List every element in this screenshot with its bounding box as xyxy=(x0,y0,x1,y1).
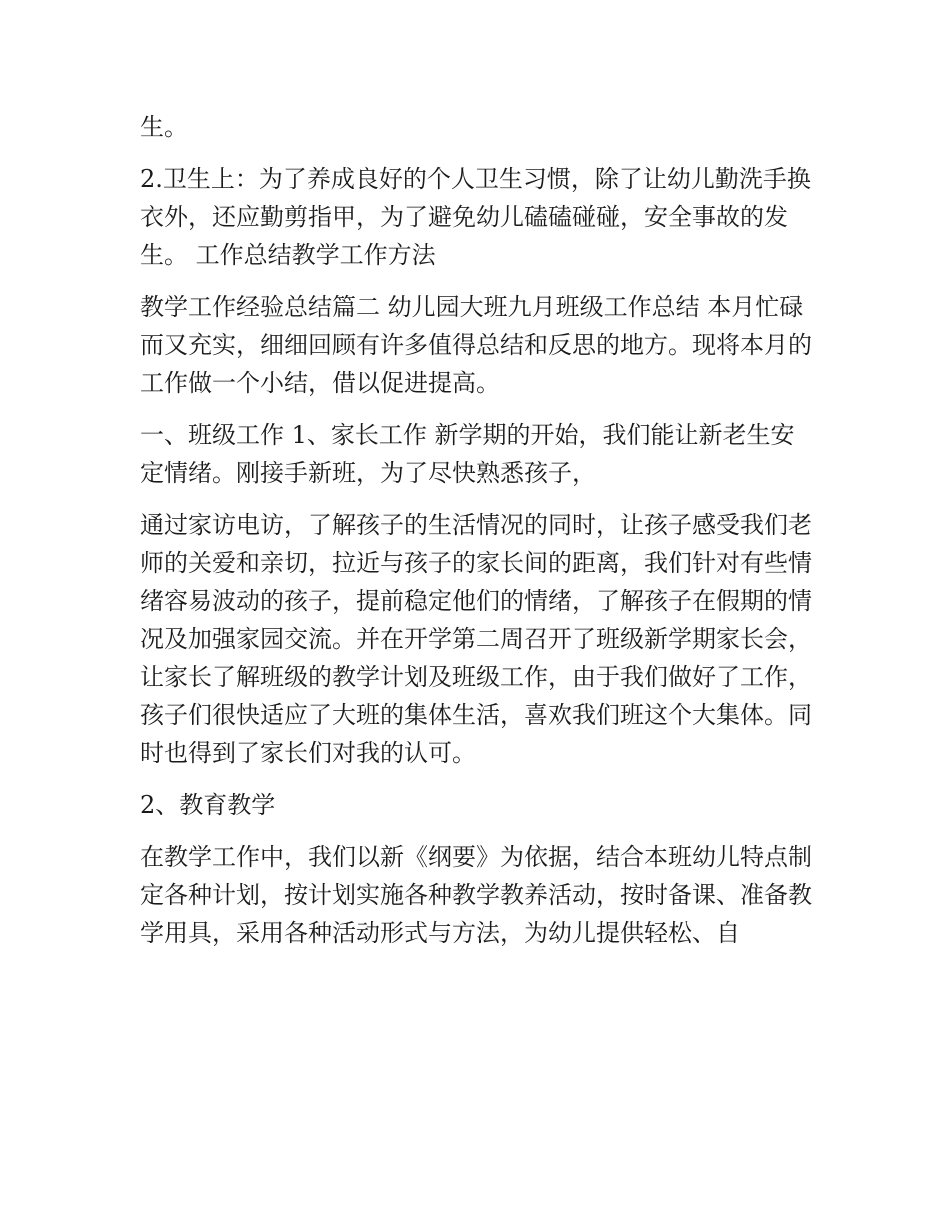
paragraph-4: 一、班级工作 1、家长工作 新学期的开始，我们能让新老生安定情绪。刚接手新班，为了尽快熟悉孩子， xyxy=(140,421,795,487)
paragraph-6: 2、教育教学 xyxy=(140,791,276,819)
paragraph-2: 2.卫生上：为了养成良好的个人卫生习惯，除了让幼儿勤洗手换衣外，还应勤剪指甲，为了避免幼儿磕磕碰碰，安全事故的发生。 工作总结教学工作方法 xyxy=(140,165,811,269)
paragraph-1: 生。 xyxy=(140,113,188,141)
paragraph-3: 教学工作经验总结篇二 幼儿园大班九月班级工作总结 本月忙碌而又充实，细细回顾有许多值得总结和反思的地方。现将本月的工作做一个小结，借以促进提高。 xyxy=(140,293,812,397)
paragraph-7: 在教学工作中，我们以新《纲要》为依据，结合本班幼儿特点制定各种计划，按计划实施各种教学教养活动，按时备课、准备教学用具，采用各种活动形式与方法，为幼儿提供轻松、自 xyxy=(140,843,812,947)
document-body xyxy=(140,108,812,966)
paragraph-5: 通过家访电访，了解孩子的生活情况的同时，让孩子感受我们老师的关爱和亲切，拉近与孩子的家长间的距离，我们针对有些情绪容易波动的孩子，提前稳定他们的情绪，了解孩子在假期的情况及加强家园交流。并在开学第二周召开了班级新学期家长会，让家长了解班级的教学计划及班级工作，由于我们做好了工作，孩子们很快适应了大班的集体生活，喜欢我们班这个大集体。同时也得到了家长们对我的认可。 xyxy=(140,511,812,767)
